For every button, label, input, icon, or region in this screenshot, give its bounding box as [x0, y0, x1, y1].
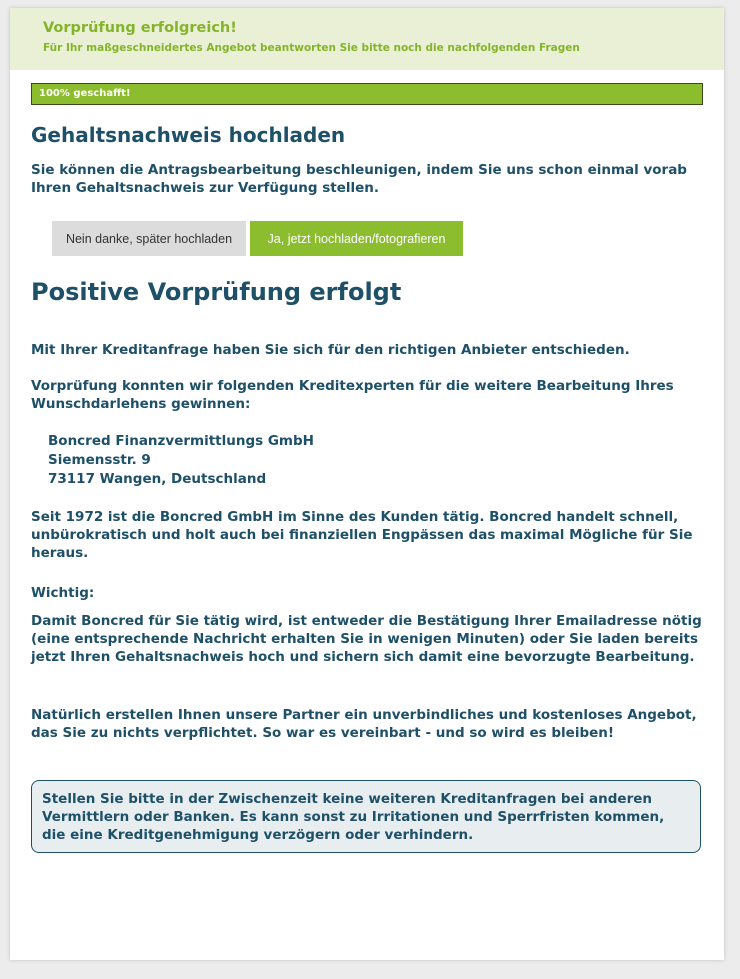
important-paragraph: Damit Boncred für Sie tätig wird, ist entweder die Bestätigung Ihrer Emailadresse nötig (eine entsprechende Nachricht erhalten Sie in wenigen Minuten) oder Sie laden bereits jetzt Ihren Gehaltsnachweis hoch und sichern sich damit eine bevorzugte Bearbeitung.	[31, 613, 702, 665]
important-label: Wichtig:	[31, 585, 95, 601]
success-banner	[10, 8, 724, 70]
progress-label: 100% geschafft!	[39, 88, 131, 99]
result-heading: Positive Vorprüfung erfolgt	[31, 278, 402, 306]
decline-upload-button[interactable]: Nein danke, später hochladen	[52, 221, 246, 256]
address-city: 73117 Wangen, Deutschland	[48, 471, 267, 487]
upload-heading: Gehaltsnachweis hochladen	[31, 123, 346, 147]
offer-paragraph: Natürlich erstellen Ihnen unsere Partner ein unverbindliches und kostenloses Angebot, das Sie zu nichts verpflichtet. So war es vereinbart - und so wird es bleiben!	[31, 707, 697, 741]
progress-fill	[32, 84, 702, 104]
company-paragraph: Seit 1972 ist die Boncred GmbH im Sinne des Kunden tätig. Boncred handelt schnell, unbürokratisch und holt auch bei finanziellen Engpässen das maximal Mögliche für Sie heraus.	[31, 509, 693, 561]
notice-box: Stellen Sie bitte in der Zwischenzeit keine weiteren Kreditanfragen bei anderen Vermittlern oder Banken. Es kann sonst zu Irritationen und Sperrfristen kommen, die eine Kreditgenehmigung verzögern oder verhindern.	[31, 780, 701, 853]
upload-description: Sie können die Antragsbearbeitung beschleunigen, indem Sie uns schon einmal vorab Ihren Gehaltsnachweis zur Verfügung stellen.	[31, 162, 687, 196]
upload-now-button[interactable]: Ja, jetzt hochladen/fotografieren	[250, 221, 463, 256]
address-company: Boncred Finanzvermittlungs GmbH	[48, 433, 314, 449]
page-container	[10, 8, 724, 960]
expert-paragraph: Vorprüfung konnten wir folgenden Kreditexperten für die weitere Bearbeitung Ihres Wunschdarlehens gewinnen:	[31, 378, 674, 412]
partner-address	[48, 432, 314, 489]
banner-subtitle: Für Ihr maßgeschneidertes Angebot beantworten Sie bitte noch die nachfolgenden Fragen	[43, 42, 580, 54]
address-street: Siemensstr. 9	[48, 452, 151, 468]
banner-title: Vorprüfung erfolgreich!	[43, 20, 237, 36]
intro-paragraph: Mit Ihrer Kreditanfrage haben Sie sich für den richtigen Anbieter entschieden.	[31, 342, 630, 358]
progress-bar	[31, 83, 703, 105]
